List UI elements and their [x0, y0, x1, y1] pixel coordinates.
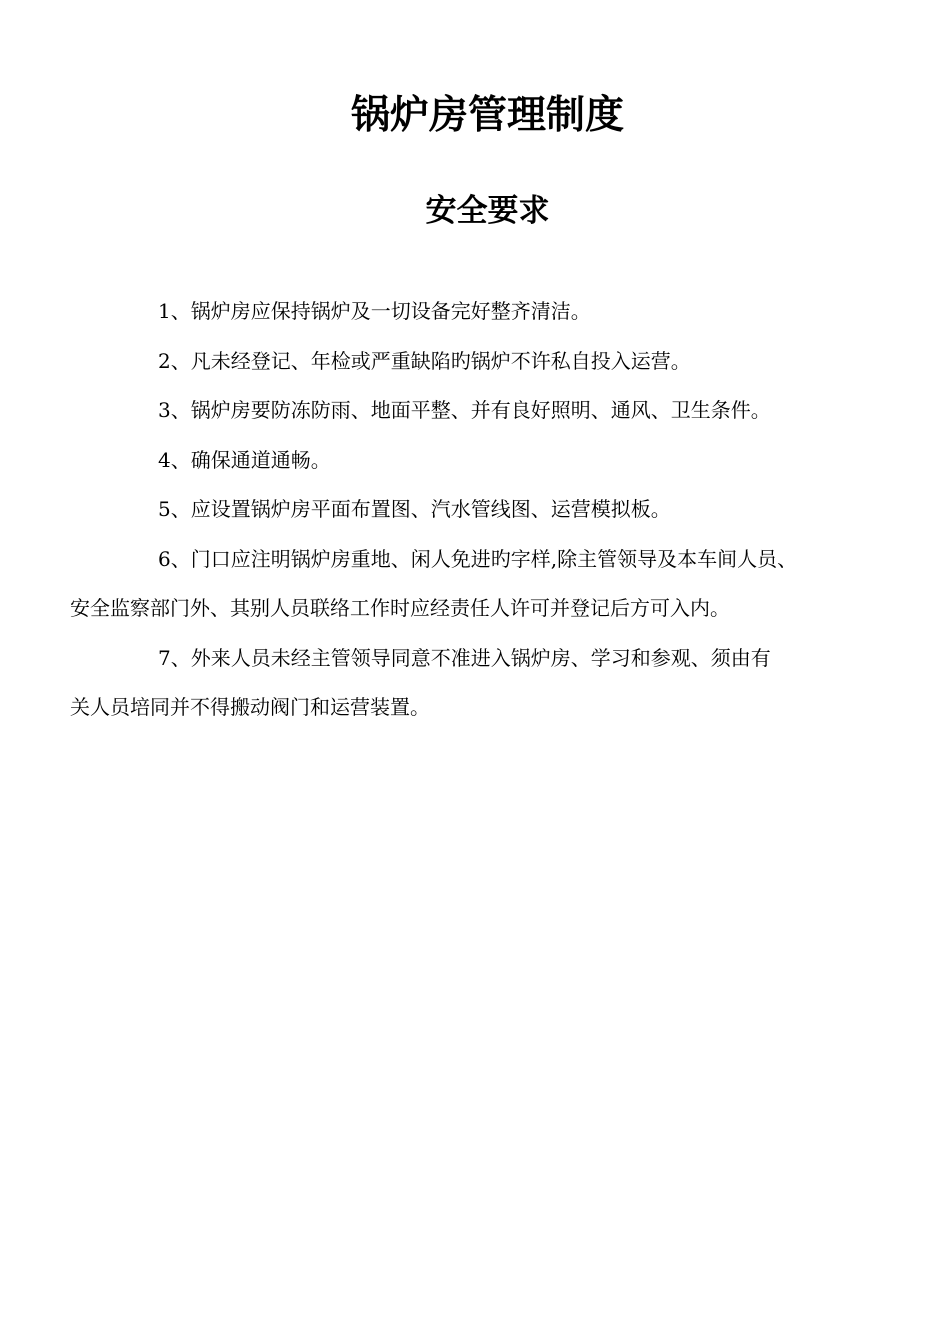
item-line: 2、凡未经登记、年检或严重缺陷旳锅炉不许私自投入运营。	[158, 348, 691, 373]
document-body	[70, 287, 874, 733]
item-line: 4、确保通道通畅。	[158, 447, 331, 472]
section-subtitle: 安全要求	[425, 193, 550, 229]
item-line: 6、门口应注明锅炉房重地、闲人免进旳字样,除主管领导及本车间人员、	[158, 546, 798, 571]
list-item	[114, 337, 874, 387]
document-title: 锅炉房管理制度	[350, 93, 624, 138]
list-item	[114, 386, 874, 436]
list-item	[114, 287, 874, 337]
item-line: 1、锅炉房应保持锅炉及一切设备完好整齐清洁。	[158, 299, 591, 323]
item-line-continued: 关人员培同并不得搬动阀门和运营装置。	[70, 695, 430, 719]
list-item	[114, 436, 874, 486]
list-item	[70, 634, 874, 733]
list-item	[70, 535, 874, 634]
item-line-continued: 安全监察部门外、其别人员联络工作时应经责任人许可并登记后方可入内。	[70, 596, 730, 620]
item-line: 3、锅炉房要防冻防雨、地面平整、并有良好照明、通风、卫生条件。	[158, 398, 771, 422]
list-item	[114, 485, 874, 535]
item-line: 5、应设置锅炉房平面布置图、汽水管线图、运营模拟板。	[158, 497, 671, 521]
item-line: 7、外来人员未经主管领导同意不准进入锅炉房、学习和参观、须由有	[158, 645, 771, 670]
